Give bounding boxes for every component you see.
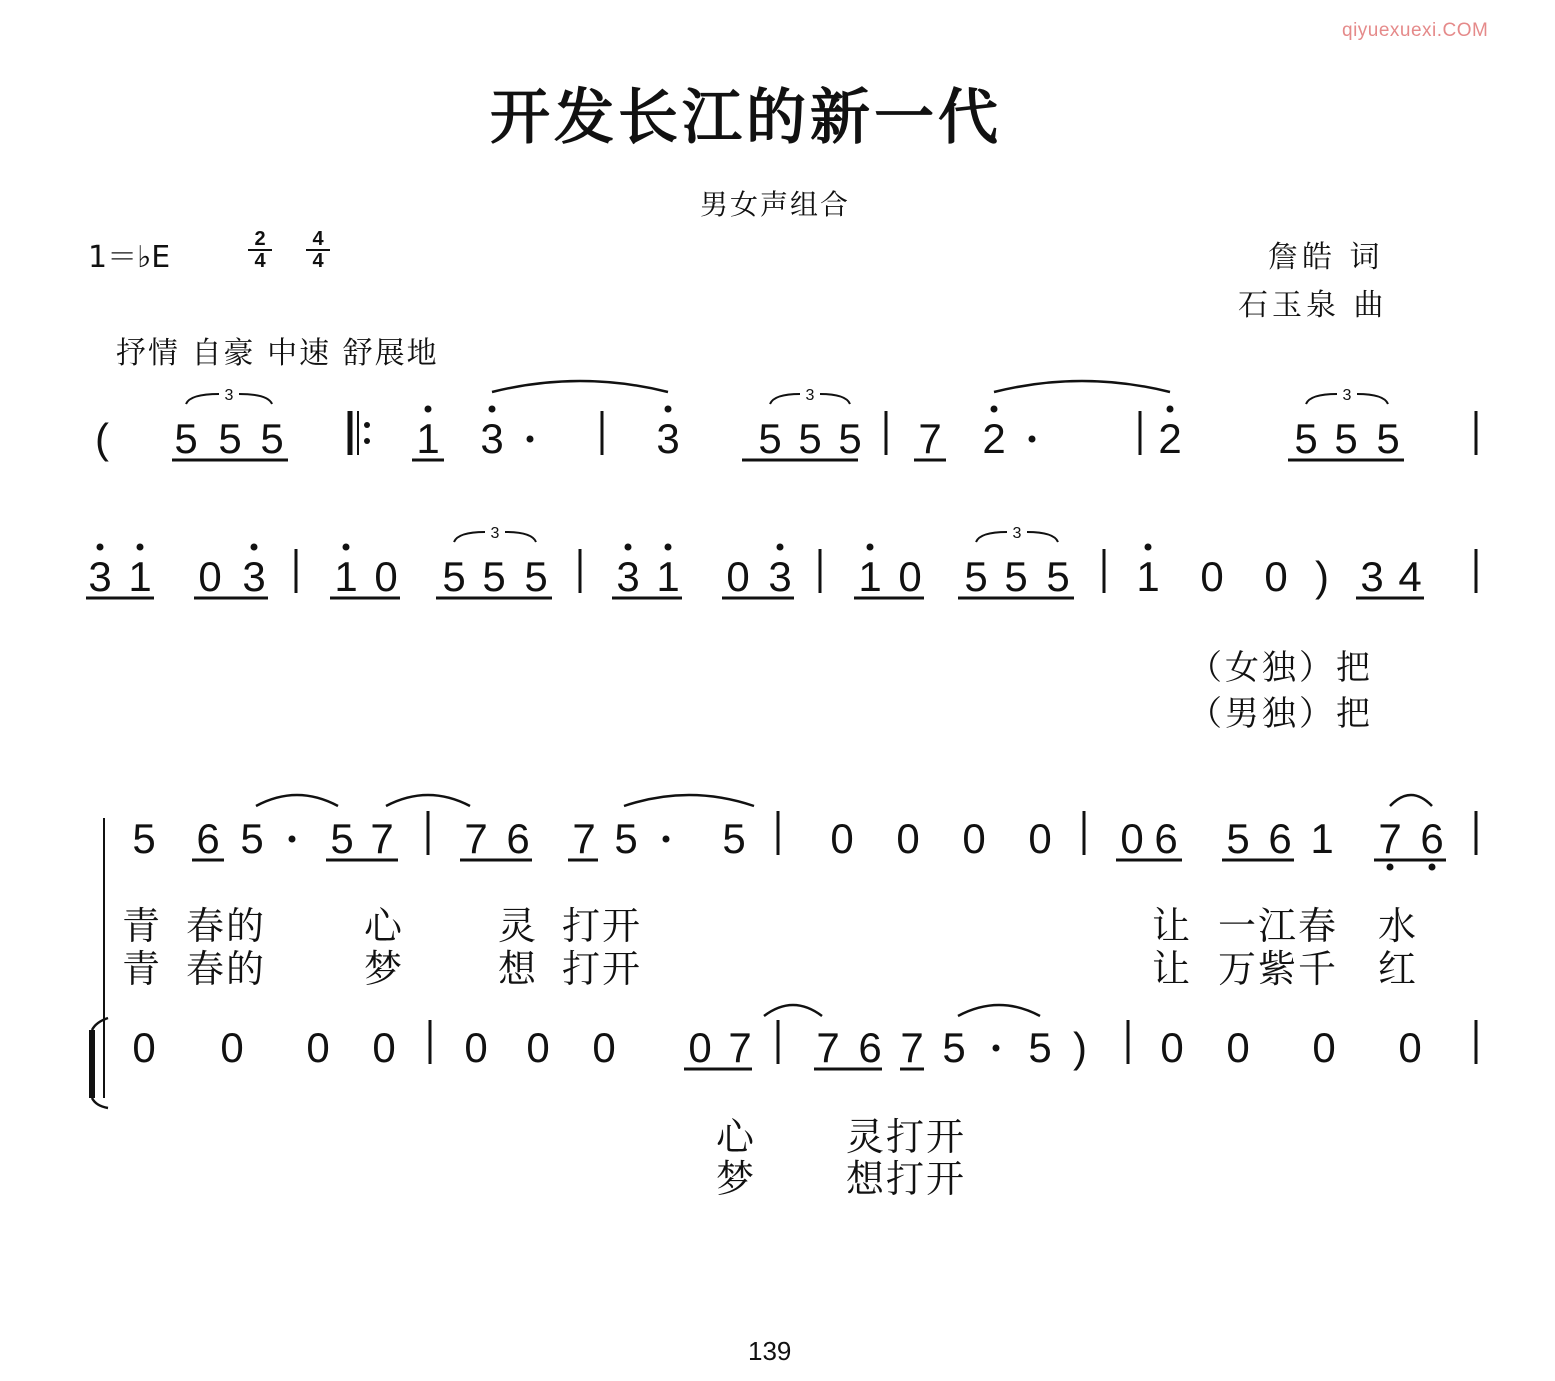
- parenthesis: ): [1073, 1024, 1087, 1071]
- score-line-1: [95, 406, 1476, 463]
- tie-slur: [256, 795, 338, 806]
- note-numeral: 1: [656, 553, 680, 600]
- note-numeral: 3: [88, 553, 112, 600]
- note-numeral: 3: [480, 415, 504, 462]
- lyric-syllable: 红: [1378, 947, 1419, 991]
- octave-dot-above: [343, 544, 350, 551]
- score-line-2: [88, 544, 1476, 601]
- note-numeral: 6: [196, 815, 220, 862]
- note-numeral: 2: [982, 415, 1006, 462]
- time-sig-numerator: 2: [254, 228, 266, 250]
- note-numeral: 0: [526, 1024, 550, 1071]
- tempo-marking: 抒情 自豪 中速 舒展地: [116, 336, 439, 371]
- octave-dot-below: [1429, 864, 1436, 871]
- time-sig-denominator: 4: [254, 250, 266, 272]
- note-numeral: 5: [1294, 415, 1318, 462]
- triplet-bracket: [1027, 532, 1058, 542]
- note-numeral: 0: [1398, 1024, 1422, 1071]
- time-sig-denominator: 4: [312, 250, 324, 272]
- note-numeral: 3: [768, 553, 792, 600]
- tie-slur: [1390, 795, 1432, 806]
- lyric-syllable: 梦: [716, 1157, 757, 1201]
- tie-slur: [492, 381, 668, 392]
- tie-slur: [764, 1005, 822, 1016]
- triplet-bracket: [454, 532, 485, 542]
- augmentation-dot: [993, 1045, 1000, 1052]
- note-numeral: 1: [334, 553, 358, 600]
- octave-dot-above: [251, 544, 258, 551]
- note-numeral: 5: [240, 815, 264, 862]
- lyric-syllable: 打开: [562, 904, 643, 948]
- lyric-syllable: 让: [1152, 904, 1193, 948]
- score-line-4: [132, 1020, 1476, 1071]
- lyric-syllable: 一江春: [1218, 904, 1339, 948]
- note-numeral: 7: [900, 1024, 924, 1071]
- note-numeral: 0: [1028, 815, 1052, 862]
- note-numeral: 0: [1200, 553, 1224, 600]
- tie-slur: [958, 1005, 1040, 1016]
- lyric-syllable: 灵: [498, 904, 539, 948]
- repeat-dot: [364, 422, 370, 428]
- note-numeral: 5: [218, 415, 242, 462]
- note-numeral: 0: [220, 1024, 244, 1071]
- octave-dot-above: [665, 544, 672, 551]
- note-numeral: 5: [442, 553, 466, 600]
- triplet-number: 3: [224, 387, 234, 404]
- system-bracket-hook: [92, 1098, 108, 1108]
- composer-credit: 石玉泉 曲: [1238, 288, 1388, 323]
- note-numeral: 1: [1136, 553, 1160, 600]
- note-numeral: 7: [572, 815, 596, 862]
- lyric-syllable: 让: [1152, 947, 1193, 991]
- song-title: 开发长江的新一代: [490, 83, 1002, 153]
- lyric-syllable: 心: [716, 1115, 757, 1159]
- note-numeral: 1: [1310, 815, 1334, 862]
- note-numeral: 0: [688, 1024, 712, 1071]
- note-numeral: 2: [1158, 415, 1182, 462]
- tie-slur: [386, 795, 470, 806]
- augmentation-dot: [289, 836, 296, 843]
- note-numeral: 0: [962, 815, 986, 862]
- role-female-solo: （女独）把: [1188, 648, 1373, 688]
- triplet-bracket: [976, 532, 1007, 542]
- augmentation-dot: [663, 836, 670, 843]
- octave-dot-above: [1167, 406, 1174, 413]
- note-numeral: 5: [132, 815, 156, 862]
- octave-dot-above: [665, 406, 672, 413]
- triplet-number: 3: [1342, 387, 1352, 404]
- note-numeral: 5: [614, 815, 638, 862]
- lyric-syllable: 青: [122, 947, 163, 991]
- score-decorations: [86, 381, 1446, 1108]
- note-numeral: 3: [242, 553, 266, 600]
- tie-slur: [624, 795, 754, 806]
- triplet-number: 3: [490, 525, 500, 542]
- page-number: 139: [748, 1336, 792, 1366]
- triplet-bracket: [1306, 394, 1337, 404]
- note-numeral: 0: [1312, 1024, 1336, 1071]
- note-numeral: 7: [816, 1024, 840, 1071]
- lyric-syllable: 灵打开: [846, 1115, 967, 1159]
- note-numeral: 5: [798, 415, 822, 462]
- note-numeral: 0: [132, 1024, 156, 1071]
- note-numeral: 0: [374, 553, 398, 600]
- augmentation-dot: [1029, 436, 1036, 443]
- parenthesis: ): [1315, 553, 1329, 600]
- note-numeral: 5: [722, 815, 746, 862]
- lyricist-credit: 詹皓 词: [1268, 240, 1384, 275]
- note-numeral: 5: [838, 415, 862, 462]
- lyric-syllable: 想打开: [846, 1157, 967, 1201]
- octave-dot-above: [625, 544, 632, 551]
- triplet-bracket: [239, 394, 272, 404]
- octave-dot-above: [137, 544, 144, 551]
- note-numeral: 5: [1028, 1024, 1052, 1071]
- note-numeral: 1: [858, 553, 882, 600]
- note-numeral: 5: [260, 415, 284, 462]
- note-numeral: 7: [728, 1024, 752, 1071]
- octave-dot-above: [991, 406, 998, 413]
- note-numeral: 5: [758, 415, 782, 462]
- lyric-syllable: 打开: [562, 947, 643, 991]
- note-numeral: 7: [918, 415, 942, 462]
- note-numeral: 5: [1046, 553, 1070, 600]
- note-numeral: 5: [482, 553, 506, 600]
- note-numeral: 5: [174, 415, 198, 462]
- note-numeral: 0: [1160, 1024, 1184, 1071]
- note-numeral: 5: [1376, 415, 1400, 462]
- octave-dot-above: [97, 544, 104, 551]
- note-numeral: 5: [1334, 415, 1358, 462]
- octave-dot-above: [777, 544, 784, 551]
- system-bracket-hook: [92, 1018, 108, 1030]
- note-numeral: 5: [964, 553, 988, 600]
- time-sig-numerator: 4: [312, 228, 324, 250]
- parenthesis: (: [95, 415, 109, 462]
- note-numeral: 4: [1398, 553, 1422, 600]
- triplet-number: 3: [805, 387, 815, 404]
- tie-slur: [994, 381, 1170, 392]
- triplet-number: 3: [1012, 525, 1022, 542]
- note-numeral: 0: [1226, 1024, 1250, 1071]
- song-subtitle: 男女声组合: [700, 188, 851, 221]
- note-numeral: 6: [858, 1024, 882, 1071]
- note-numeral: 5: [942, 1024, 966, 1071]
- lyric-syllable: 梦: [364, 947, 405, 991]
- note-numeral: 1: [128, 553, 152, 600]
- triplet-bracket: [186, 394, 219, 404]
- note-numeral: 5: [1226, 815, 1250, 862]
- note-numeral: 0: [896, 815, 920, 862]
- augmentation-dot: [527, 436, 534, 443]
- note-numeral: 0: [726, 553, 750, 600]
- note-numeral: 3: [656, 415, 680, 462]
- octave-dot-below: [1387, 864, 1394, 871]
- lyric-syllable: 万紫千: [1218, 947, 1339, 991]
- repeat-dot: [364, 438, 370, 444]
- lyric-syllable: 春的: [186, 904, 267, 948]
- note-numeral: 5: [330, 815, 354, 862]
- note-numeral: 0: [198, 553, 222, 600]
- note-numeral: 3: [616, 553, 640, 600]
- note-numeral: 6: [506, 815, 530, 862]
- note-numeral: 7: [370, 815, 394, 862]
- note-numeral: 0: [306, 1024, 330, 1071]
- role-male-solo: （男独）把: [1188, 694, 1373, 734]
- note-numeral: 6: [1420, 815, 1444, 862]
- note-numeral: 0: [1120, 815, 1144, 862]
- lyric-syllable: 心: [364, 904, 405, 948]
- note-numeral: 7: [1378, 815, 1402, 862]
- note-numeral: 0: [830, 815, 854, 862]
- note-numeral: 0: [464, 1024, 488, 1071]
- triplet-bracket: [505, 532, 536, 542]
- note-numeral: 6: [1268, 815, 1292, 862]
- octave-dot-above: [1145, 544, 1152, 551]
- lyric-syllable: 想: [498, 947, 539, 991]
- note-numeral: 3: [1360, 553, 1384, 600]
- score-line-3: [132, 811, 1476, 871]
- octave-dot-above: [867, 544, 874, 551]
- note-numeral: 5: [524, 553, 548, 600]
- lyric-syllable: 春的: [186, 947, 267, 991]
- note-numeral: 0: [372, 1024, 396, 1071]
- note-numeral: 5: [1004, 553, 1028, 600]
- triplet-bracket: [770, 394, 800, 404]
- site-watermark: qiyuexuexi.COM: [1342, 20, 1489, 41]
- note-numeral: 0: [898, 553, 922, 600]
- key-signature: 1＝♭E: [88, 240, 171, 275]
- triplet-bracket: [1357, 394, 1388, 404]
- note-numeral: 0: [1264, 553, 1288, 600]
- note-numeral: 1: [416, 415, 440, 462]
- note-numeral: 6: [1154, 815, 1178, 862]
- note-numeral: 7: [464, 815, 488, 862]
- octave-dot-above: [425, 406, 432, 413]
- triplet-bracket: [820, 394, 850, 404]
- lyric-syllable: 青: [122, 904, 163, 948]
- octave-dot-above: [489, 406, 496, 413]
- lyric-syllable: 水: [1378, 904, 1419, 948]
- note-numeral: 0: [592, 1024, 616, 1071]
